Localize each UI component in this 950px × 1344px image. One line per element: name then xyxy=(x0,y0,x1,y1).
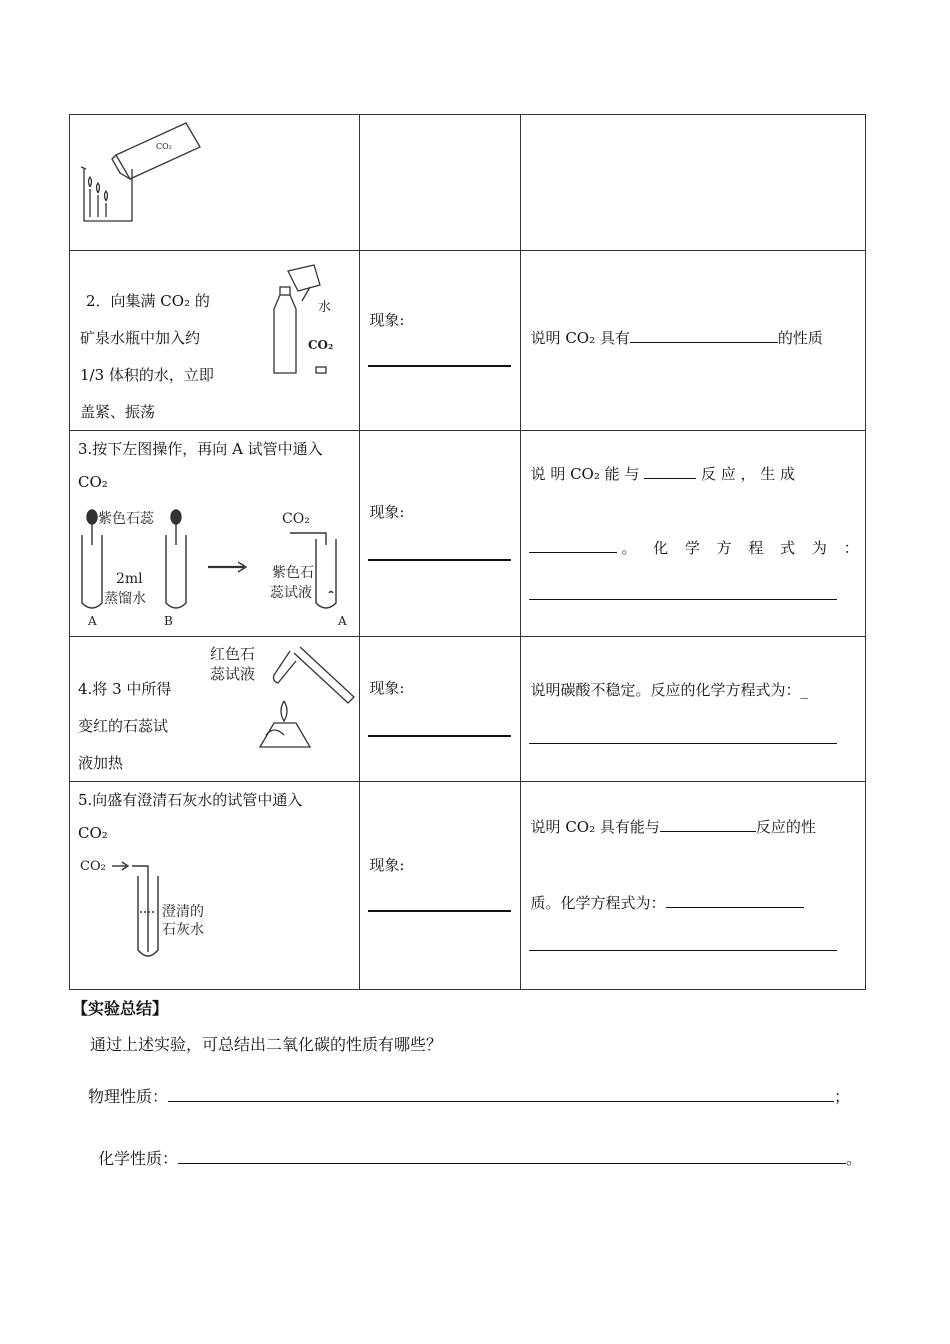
heating-tube-figure xyxy=(204,639,364,749)
phenomenon-label: 现象: xyxy=(369,311,405,329)
row1-explain-cell xyxy=(520,115,865,251)
row2-desc-line4: 盖紧、振荡 xyxy=(80,403,156,421)
chemical-properties-end: 。 xyxy=(846,1149,863,1168)
row4-desc-line2: 变红的石蕊试 xyxy=(78,717,169,735)
fig-litmus-label: 紫色石蕊 xyxy=(98,511,154,527)
fig-water-label: 蒸馏水 xyxy=(104,591,146,607)
row3-desc-line2: CO₂ xyxy=(78,473,108,491)
equation-answer-line[interactable] xyxy=(529,599,837,600)
table-row xyxy=(70,115,866,251)
explain-text: 说明 CO₂ 具有 xyxy=(530,329,630,347)
fig-tube-a-label: A xyxy=(88,614,97,628)
row2-desc-cell xyxy=(70,251,360,431)
physical-properties-row xyxy=(88,1084,850,1107)
table-row xyxy=(70,637,866,782)
fig-volume-label: 2ml xyxy=(116,571,143,587)
row5-explain-cell xyxy=(520,782,865,990)
explain-text: 反 应 ， 生 成 xyxy=(700,465,796,483)
explain-text: 反应的性 xyxy=(755,818,816,836)
row4-desc-line3: 液加热 xyxy=(78,754,124,772)
row5-desc-cell xyxy=(70,782,360,990)
explain-text: 说明碳酸不稳定。反应的化学方程式为：_ xyxy=(530,681,809,699)
chemical-properties-row xyxy=(98,1146,862,1169)
table-row xyxy=(70,782,866,990)
explain-text: 说明 CO₂ 具有能与 xyxy=(530,818,660,836)
fig-co2-label: CO₂ xyxy=(282,511,310,527)
row1-phenomenon-cell xyxy=(360,115,520,251)
phenomenon-label: 现象: xyxy=(369,679,405,697)
answer-blank[interactable] xyxy=(644,464,696,479)
explain-text: 质。化学方程式为： xyxy=(530,894,666,912)
equation-answer-line[interactable] xyxy=(529,950,837,951)
physical-properties-label: 物理性质： xyxy=(88,1087,169,1106)
phenomenon-label: 现象: xyxy=(369,856,405,874)
row2-desc-line3: 1/3 体积的水，立即 xyxy=(80,366,214,384)
answer-blank[interactable] xyxy=(666,893,804,908)
fig-co2-label: CO₂ xyxy=(80,859,106,874)
row1-desc-cell xyxy=(70,115,360,251)
phenomenon-answer-line[interactable] xyxy=(368,559,511,561)
row2-explain-cell xyxy=(520,251,865,431)
table-row xyxy=(70,251,866,431)
row3-phenomenon-cell xyxy=(360,431,520,637)
explain-text: 。 化 学 方 程 式 为 ： xyxy=(621,539,865,557)
row4-phenomenon-cell xyxy=(360,637,520,782)
row2-desc-line2: 矿泉水瓶中加入约 xyxy=(80,329,201,347)
row3-desc-line1: 3.按下左图操作，再向 A 试管中通入 xyxy=(78,440,323,458)
physical-properties-end: ； xyxy=(834,1087,851,1106)
experiment-table xyxy=(69,114,866,990)
table-row xyxy=(70,431,866,637)
phenomenon-label: 现象: xyxy=(369,503,405,521)
explain-text: 的性质 xyxy=(777,329,823,347)
fig-red-litmus-label1: 红色石 xyxy=(210,645,256,663)
equation-answer-line[interactable] xyxy=(529,743,837,744)
fig-litmus-solution-label1: 紫色石 xyxy=(272,565,314,581)
explain-text: 说 明 CO₂ 能 与 xyxy=(530,465,640,483)
fig-water-label: 水 xyxy=(318,300,332,315)
phenomenon-answer-line[interactable] xyxy=(368,365,511,367)
fig-co2-label: CO₂ xyxy=(308,338,334,352)
bottle-figure xyxy=(266,261,356,381)
answer-blank[interactable] xyxy=(630,328,778,343)
row5-desc-line2: CO₂ xyxy=(78,824,108,842)
row5-desc-line1: 5.向盛有澄清石灰水的试管中通入 xyxy=(78,791,303,809)
row4-desc-cell xyxy=(70,637,360,782)
row2-desc-line1: 2．向集满 CO₂ 的 xyxy=(86,292,210,310)
summary-question: 通过上述实验，可总结出二氧化碳的性质有哪些？ xyxy=(90,1035,443,1054)
row3-desc-cell xyxy=(70,431,360,637)
fig-limewater-label2: 石灰水 xyxy=(162,922,204,938)
phenomenon-answer-line[interactable] xyxy=(368,910,511,912)
row2-phenomenon-cell xyxy=(360,251,520,431)
fig-red-litmus-label2: 蕊试液 xyxy=(210,665,256,683)
row3-explain-cell xyxy=(520,431,865,637)
chemical-properties-blank[interactable] xyxy=(178,1147,846,1164)
phenomenon-answer-line[interactable] xyxy=(368,735,511,737)
answer-blank[interactable] xyxy=(529,538,617,553)
row4-desc-line1: 4.将 3 中所得 xyxy=(78,680,172,698)
physical-properties-blank[interactable] xyxy=(168,1085,834,1102)
row5-phenomenon-cell xyxy=(360,782,520,990)
limewater-tube-figure xyxy=(76,854,236,964)
fig-co2-label: CO₂ xyxy=(156,142,172,151)
litmus-test-tubes-figure xyxy=(76,505,356,630)
row4-explain-cell xyxy=(520,637,865,782)
chemical-properties-label: 化学性质： xyxy=(98,1149,179,1168)
fig-tube-a-label: A xyxy=(338,614,347,628)
fig-litmus-solution-label2: 蕊试液 xyxy=(270,585,312,601)
answer-blank[interactable] xyxy=(660,817,756,832)
summary-heading: 【实验总结】 xyxy=(72,999,169,1018)
co2-pouring-candles-figure xyxy=(76,117,206,227)
fig-limewater-label1: 澄清的 xyxy=(162,904,204,920)
fig-tube-b-label: B xyxy=(164,614,173,628)
